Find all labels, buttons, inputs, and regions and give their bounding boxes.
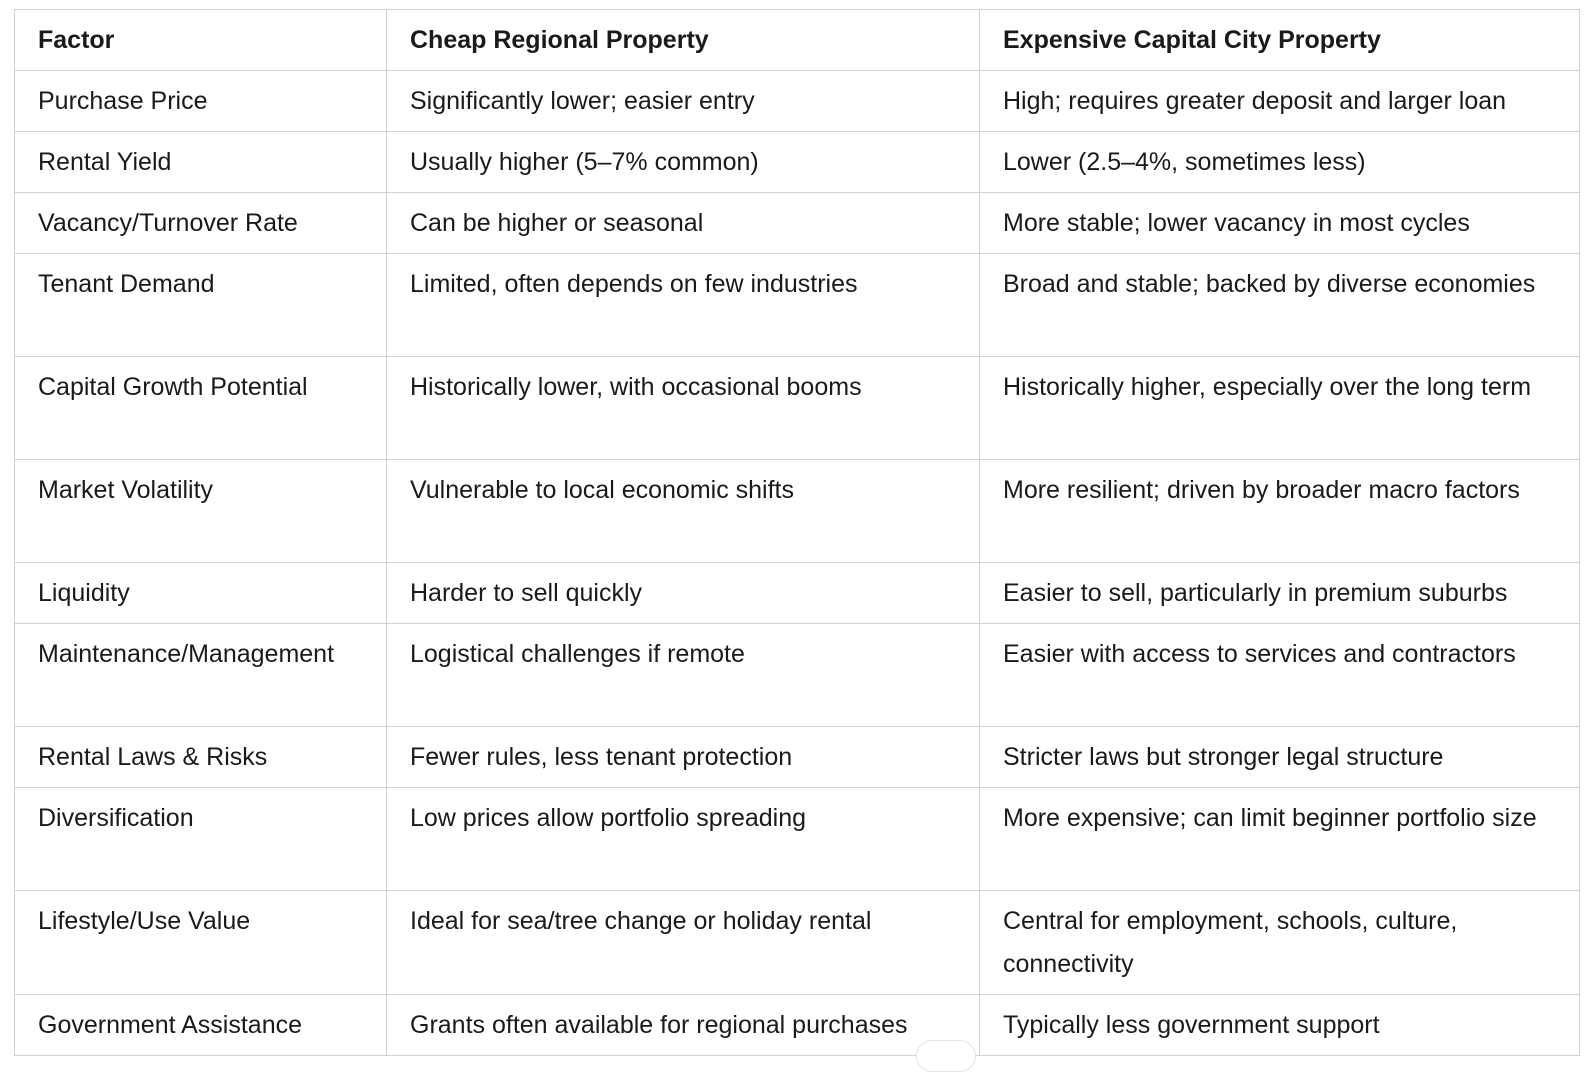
cell-factor: Market Volatility xyxy=(15,460,387,563)
table-row xyxy=(15,460,1580,563)
header-regional: Cheap Regional Property xyxy=(387,10,980,71)
cell-factor: Diversification xyxy=(15,788,387,891)
cell-regional: Usually higher (5–7% common) xyxy=(387,132,980,193)
cell-regional: Harder to sell quickly xyxy=(387,563,980,624)
cell-capital: More expensive; can limit beginner portfolio size xyxy=(980,788,1580,891)
table-row xyxy=(15,995,1580,1056)
cell-capital: Broad and stable; backed by diverse economies xyxy=(980,254,1580,357)
table-row xyxy=(15,891,1580,995)
cell-factor: Maintenance/Management xyxy=(15,624,387,727)
table-row xyxy=(15,132,1580,193)
cell-factor: Capital Growth Potential xyxy=(15,357,387,460)
cell-regional: Low prices allow portfolio spreading xyxy=(387,788,980,891)
table-row xyxy=(15,788,1580,891)
cell-regional: Fewer rules, less tenant protection xyxy=(387,727,980,788)
table-header-row xyxy=(15,10,1580,71)
cell-capital: Central for employment, schools, culture, connectivity xyxy=(980,891,1580,995)
scroll-indicator xyxy=(916,1040,976,1072)
cell-capital: Easier with access to services and contractors xyxy=(980,624,1580,727)
cell-capital: More stable; lower vacancy in most cycles xyxy=(980,193,1580,254)
cell-capital: Typically less government support xyxy=(980,995,1580,1056)
cell-capital: More resilient; driven by broader macro factors xyxy=(980,460,1580,563)
table-row xyxy=(15,624,1580,727)
cell-factor: Rental Laws & Risks xyxy=(15,727,387,788)
cell-factor: Liquidity xyxy=(15,563,387,624)
cell-factor: Government Assistance xyxy=(15,995,387,1056)
cell-capital: Historically higher, especially over the long term xyxy=(980,357,1580,460)
table-row xyxy=(15,71,1580,132)
cell-regional: Vulnerable to local economic shifts xyxy=(387,460,980,563)
cell-factor: Tenant Demand xyxy=(15,254,387,357)
header-factor: Factor xyxy=(15,10,387,71)
comparison-table-container xyxy=(14,9,1579,1056)
cell-regional: Can be higher or seasonal xyxy=(387,193,980,254)
table-row xyxy=(15,357,1580,460)
cell-regional: Limited, often depends on few industries xyxy=(387,254,980,357)
comparison-table xyxy=(14,9,1580,1056)
table-row xyxy=(15,254,1580,357)
table-row xyxy=(15,727,1580,788)
cell-capital: Stricter laws but stronger legal structure xyxy=(980,727,1580,788)
cell-factor: Rental Yield xyxy=(15,132,387,193)
cell-factor: Vacancy/Turnover Rate xyxy=(15,193,387,254)
cell-factor: Purchase Price xyxy=(15,71,387,132)
cell-regional: Historically lower, with occasional booms xyxy=(387,357,980,460)
cell-capital: Easier to sell, particularly in premium suburbs xyxy=(980,563,1580,624)
table-row xyxy=(15,563,1580,624)
cell-regional: Grants often available for regional purchases xyxy=(387,995,980,1056)
cell-capital: High; requires greater deposit and larger loan xyxy=(980,71,1580,132)
cell-regional: Logistical challenges if remote xyxy=(387,624,980,727)
header-capital: Expensive Capital City Property xyxy=(980,10,1580,71)
cell-capital: Lower (2.5–4%, sometimes less) xyxy=(980,132,1580,193)
cell-regional: Significantly lower; easier entry xyxy=(387,71,980,132)
table-row xyxy=(15,193,1580,254)
cell-regional: Ideal for sea/tree change or holiday rental xyxy=(387,891,980,995)
cell-factor: Lifestyle/Use Value xyxy=(15,891,387,995)
